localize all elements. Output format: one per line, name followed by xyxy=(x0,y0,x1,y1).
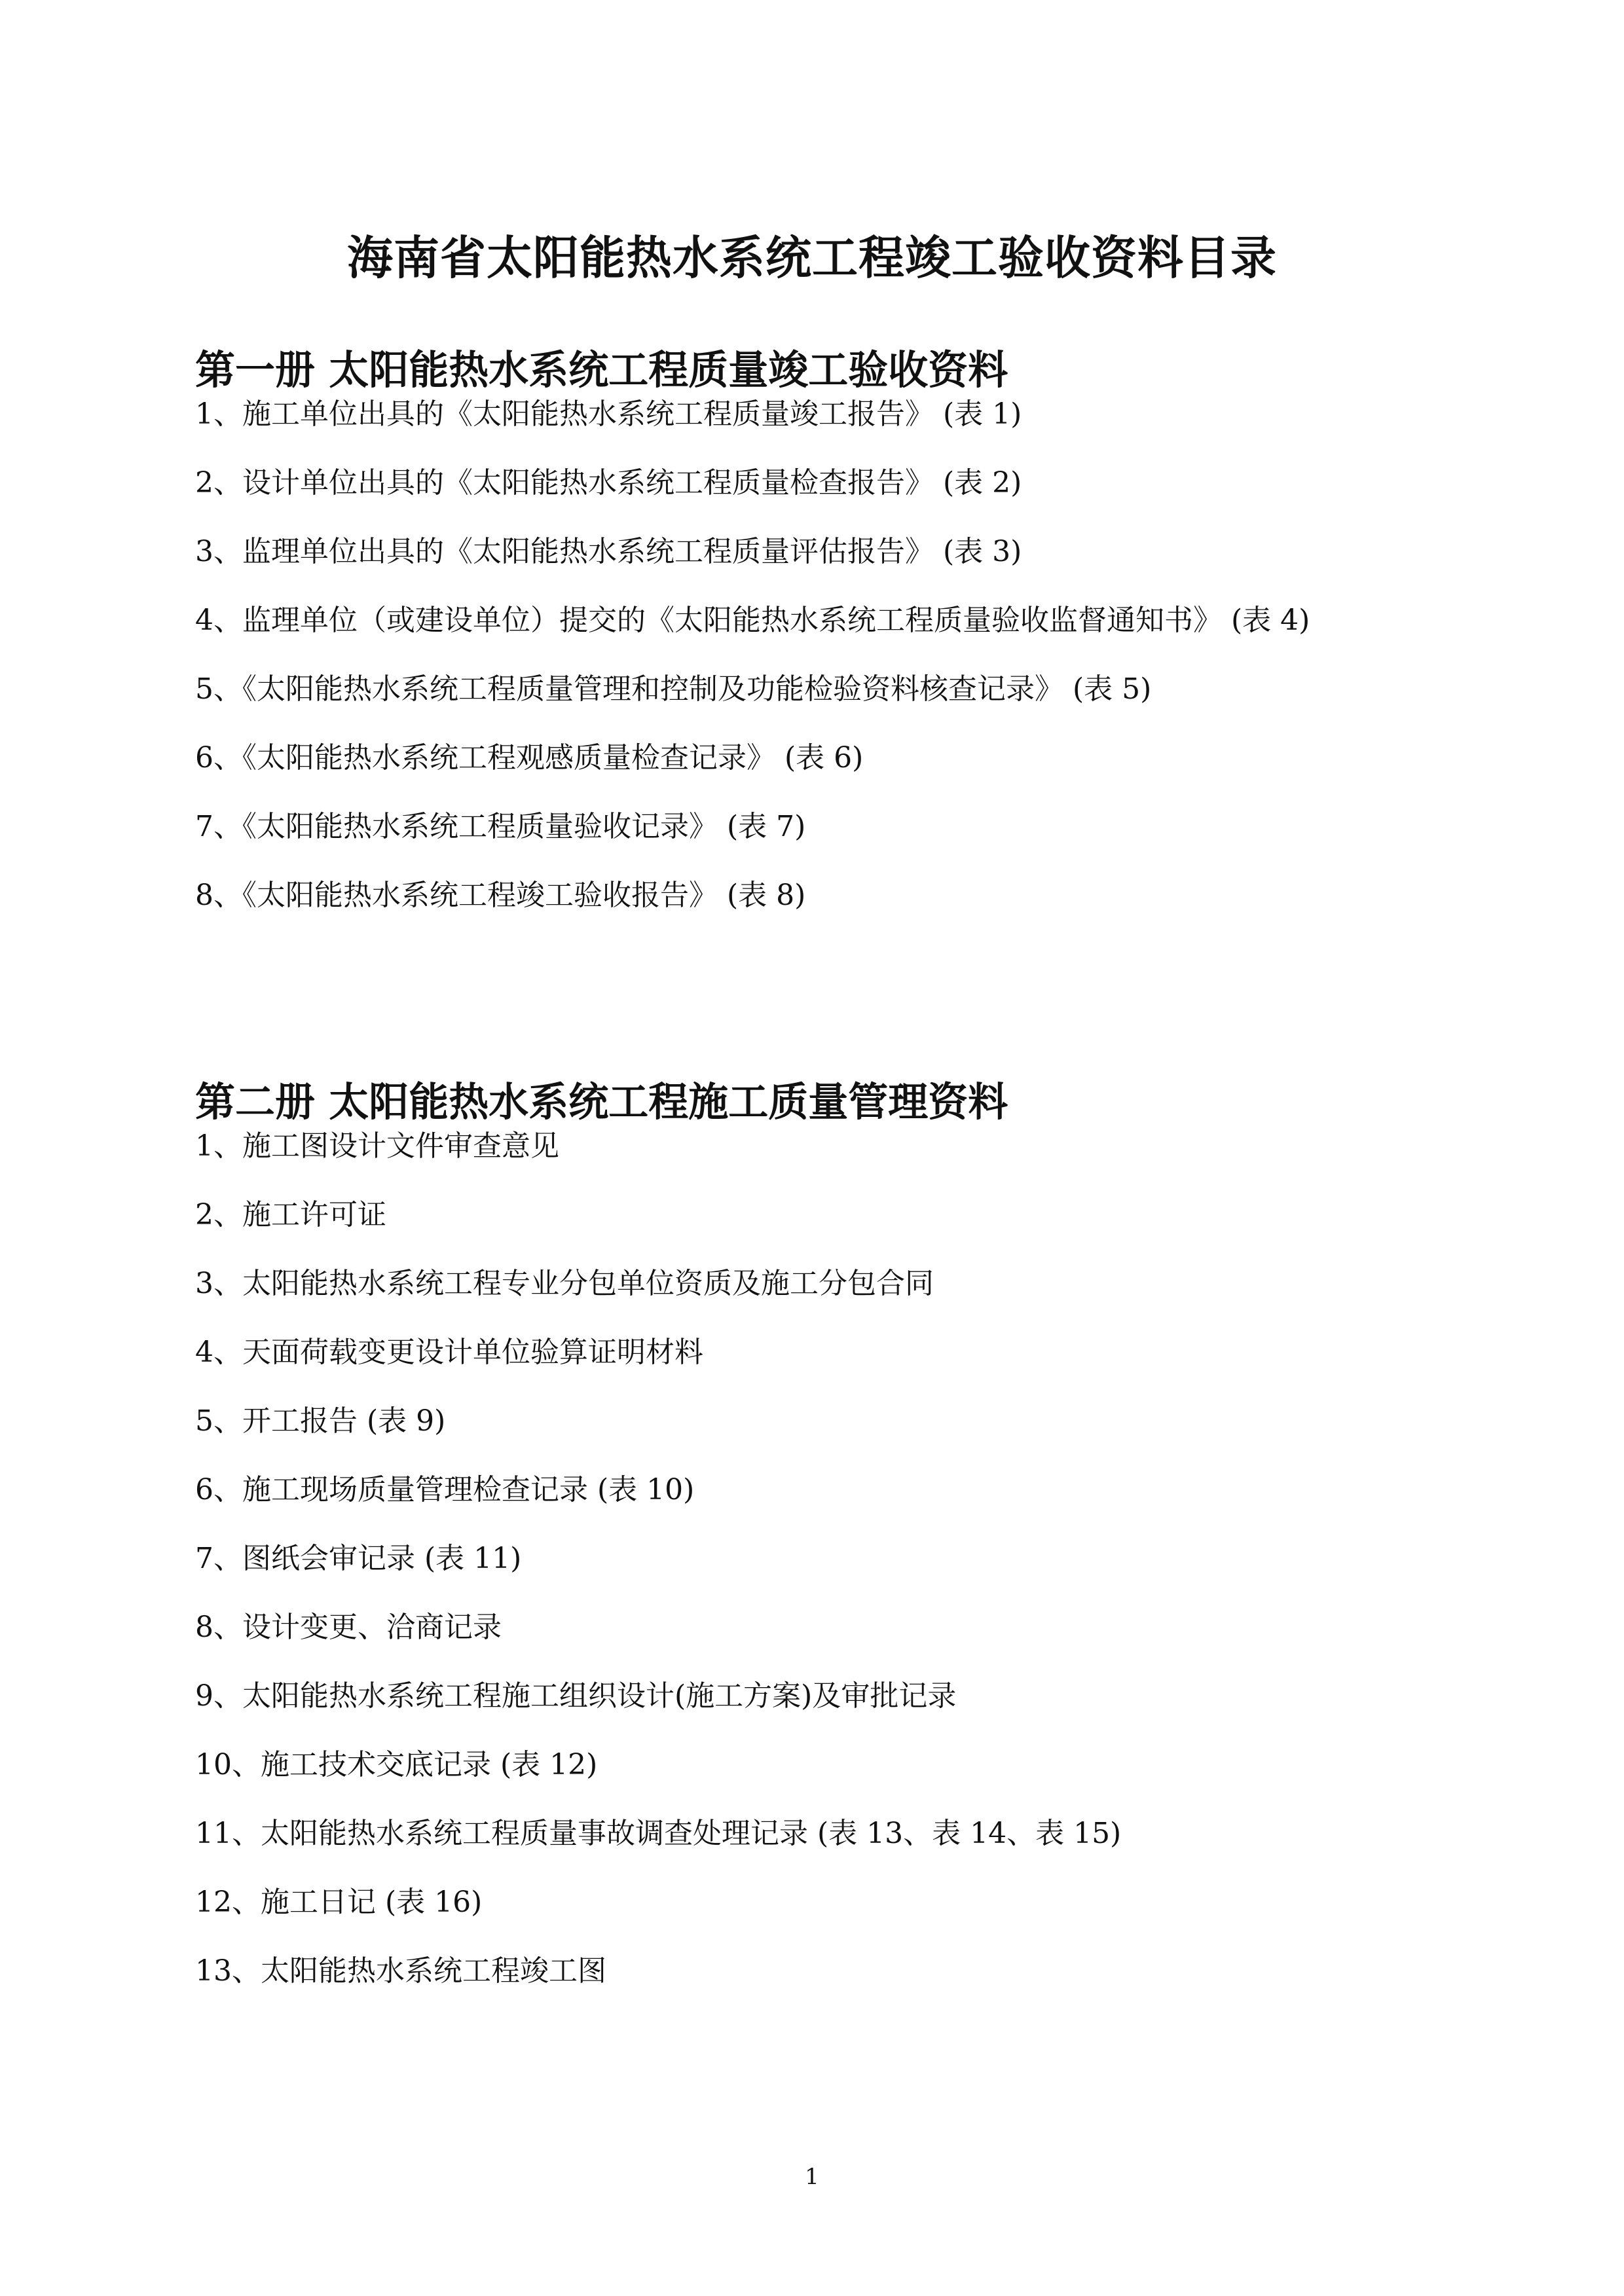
list-item: 4、天面荷载变更设计单位验算证明材料 xyxy=(195,1336,703,1369)
list-item: 9、太阳能热水系统工程施工组织设计(施工方案)及审批记录 xyxy=(195,1679,957,1713)
list-item: 1、施工图设计文件审查意见 xyxy=(195,1129,559,1163)
list-item: 7、图纸会审记录 (表 11) xyxy=(195,1542,522,1575)
list-item: 6、施工现场质量管理检查记录 (表 10) xyxy=(195,1473,695,1506)
list-item: 5、《太阳能热水系统工程质量管理和控制及功能检验资料核查记录》 (表 5) xyxy=(195,672,1152,706)
list-item: 6、《太阳能热水系统工程观感质量检查记录》 (表 6) xyxy=(195,741,864,774)
list-item: 3、太阳能热水系统工程专业分包单位资质及施工分包合同 xyxy=(195,1267,934,1300)
list-item: 4、监理单位（或建设单位）提交的《太阳能热水系统工程质量验收监督通知书》 (表 4) xyxy=(195,604,1310,637)
list-item: 13、太阳能热水系统工程竣工图 xyxy=(195,1954,606,1988)
list-item: 8、《太阳能热水系统工程竣工验收报告》 (表 8) xyxy=(195,879,806,912)
list-item: 5、开工报告 (表 9) xyxy=(195,1404,446,1438)
document-title: 海南省太阳能热水系统工程竣工验收资料目录 xyxy=(347,230,1277,285)
section-1-heading: 第一册 太阳能热水系统工程质量竣工验收资料 xyxy=(195,346,1008,393)
list-item: 10、施工技术交底记录 (表 12) xyxy=(195,1748,598,1781)
list-item: 1、施工单位出具的《太阳能热水系统工程质量竣工报告》 (表 1) xyxy=(195,397,1022,431)
list-item: 2、设计单位出具的《太阳能热水系统工程质量检查报告》 (表 2) xyxy=(195,466,1022,500)
list-item: 3、监理单位出具的《太阳能热水系统工程质量评估报告》 (表 3) xyxy=(195,535,1022,568)
list-item: 7、《太阳能热水系统工程质量验收记录》 (表 7) xyxy=(195,810,806,843)
section-2-item-list xyxy=(195,1112,1439,2005)
list-item: 12、施工日记 (表 16) xyxy=(195,1886,483,1919)
list-item: 2、施工许可证 xyxy=(195,1198,386,1231)
section-1-item-list xyxy=(195,380,1439,930)
list-item: 8、设计变更、洽商记录 xyxy=(195,1611,502,1644)
section-2-heading: 第二册 太阳能热水系统工程施工质量管理资料 xyxy=(195,1078,1008,1125)
list-item: 11、太阳能热水系统工程质量事故调查处理记录 (表 13、表 14、表 15) xyxy=(195,1817,1122,1850)
page-number: 1 xyxy=(805,2164,819,2190)
